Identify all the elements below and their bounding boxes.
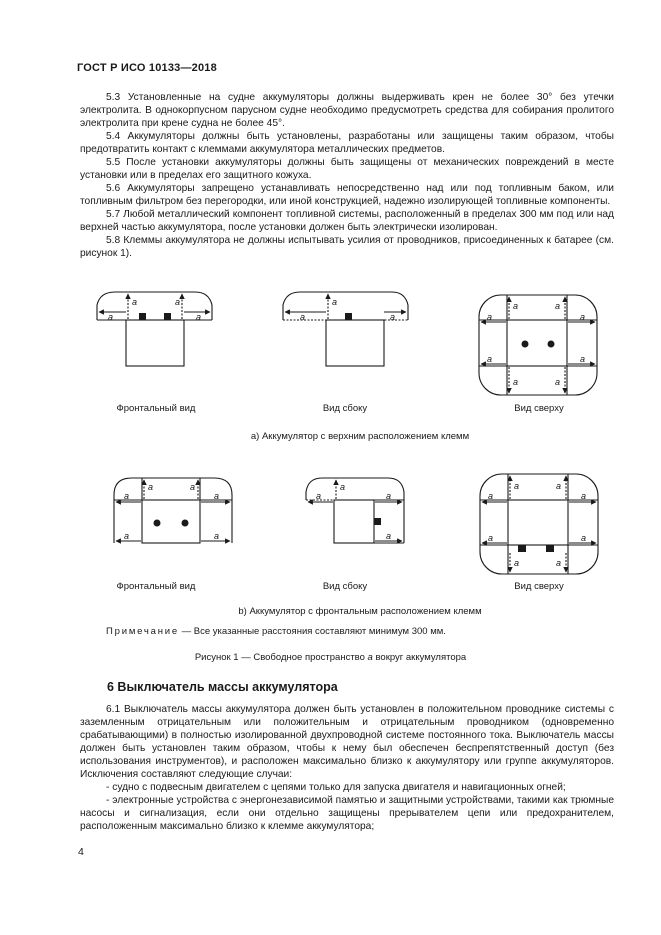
- dim-label: a: [332, 297, 338, 307]
- dim-label: a: [488, 491, 494, 501]
- dim-label: a: [513, 301, 519, 311]
- terminal-icon: [345, 313, 352, 320]
- dim-label: a: [513, 377, 519, 387]
- paragraph-5-8: 5.8 Клеммы аккумулятора не должны испытывать усилия от проводников, присоединенных к батарее (см. рисунок 1).: [80, 235, 614, 259]
- terminal-icon: [548, 341, 555, 348]
- view-label-front: Фронтальный вид: [116, 581, 196, 592]
- subfigure-caption-b: b) Аккумулятор с фронтальным расположением клемм: [238, 606, 482, 617]
- dim-label: a: [214, 531, 220, 541]
- dim-label: a: [555, 301, 561, 311]
- note-lead: Примечание: [106, 626, 179, 637]
- diagram-a-front-view: [97, 292, 212, 366]
- view-label-side: Вид сбоку: [322, 581, 368, 592]
- dim-label: a: [556, 481, 562, 491]
- paragraph-5-5: 5.5 После установки аккумуляторы должны быть защищены от механических повреждений в месте установки или в пределах его защитного кожуха.: [80, 157, 614, 181]
- dim-label: a: [316, 491, 322, 501]
- terminal-icon: [374, 518, 381, 525]
- dim-label: a: [124, 491, 130, 501]
- dim-label: a: [214, 491, 220, 501]
- dim-label: a: [487, 354, 493, 364]
- section-6-title: 6 Выключатель массы аккумулятора: [107, 680, 338, 694]
- caption-suffix: вокруг аккумулятора: [372, 652, 467, 663]
- dim-label: a: [555, 377, 561, 387]
- paragraph-5-6: 5.6 Аккумуляторы запрещено устанавливать непосредственно над или под топливным баком, или топливным фильтром без перегородки, или иной конструкцией, надежно изолирующей топливные компоненты.: [80, 183, 614, 207]
- dim-label: a: [300, 312, 306, 322]
- diagram-a-top-view: [479, 295, 597, 395]
- dim-label: a: [175, 297, 181, 307]
- list-item: - электронные устройства с энергонезависимой памятью и защитными устройствами, такими как трюмные насосы и сигнализация, если они отдельно защищены прерывателем цепи или предохранителем, расположенным максимально близко к клемме аккумулятора;: [80, 795, 614, 832]
- paragraph-6-1: 6.1 Выключатель массы аккумулятора должен быть установлен в положительном проводнике системы с заземленным отрицательным или положительным и отрицательным проводником (одновременно срабатывающими) в полностью изолированной двухпроводной системе постоянного тока. Выключатель массы должен быть установлен таким образом, чтобы к нему был обеспечен беспрепятственный доступ (без использования инструментов), и расположен максимально близко к аккумулятору или группе аккумуляторов. Исключения составляют следующие случаи:: [80, 704, 614, 780]
- terminal-icon: [164, 313, 171, 320]
- page-number: 4: [78, 846, 84, 858]
- view-label-top: Вид сверху: [514, 403, 564, 414]
- dim-label: a: [390, 312, 396, 322]
- dim-label: a: [386, 531, 392, 541]
- dim-label: a: [340, 482, 346, 492]
- dim-label: a: [514, 558, 520, 568]
- terminal-icon: [139, 313, 146, 320]
- dim-label: a: [488, 533, 494, 543]
- figure-1: [0, 280, 661, 620]
- note-text: — Все указанные расстояния составляют минимум 300 мм.: [179, 626, 446, 637]
- dim-label: a: [124, 531, 130, 541]
- figure-caption: [0, 652, 661, 663]
- figure-note: [106, 626, 446, 637]
- section-6-text: [80, 703, 614, 833]
- terminal-icon: [546, 545, 554, 552]
- dim-label: a: [108, 312, 114, 322]
- terminal-icon: [522, 341, 529, 348]
- diagram-a-side-view: [283, 292, 408, 366]
- subfigure-caption-a: a) Аккумулятор с верхним расположением клемм: [250, 431, 470, 442]
- dim-label: a: [556, 558, 562, 568]
- document-header: ГОСТ Р ИСО 10133—2018: [77, 62, 217, 74]
- dim-label: a: [487, 312, 493, 322]
- paragraph-5-3: 5.3 Установленные на судне аккумуляторы должны выдерживать крен не более 30° без утечки электролита. В однокорпусном парусном судне необходимо предусмотреть средства для собирания пролитого электролита при крене судна не более 45°.: [80, 92, 614, 129]
- dim-label: a: [190, 482, 196, 492]
- paragraph-5-4: 5.4 Аккумуляторы должны быть установлены, разработаны или защищены таким образом, чтобы предотвратить контакт с клеммами аккумулятора металлических предметов.: [80, 131, 614, 155]
- section-5-text: [80, 91, 614, 260]
- dim-label: a: [580, 354, 586, 364]
- dim-label: a: [514, 481, 520, 491]
- dim-label: a: [148, 482, 154, 492]
- dim-label: a: [580, 312, 586, 322]
- view-label-front: Фронтальный вид: [116, 403, 196, 414]
- dim-label: a: [132, 297, 138, 307]
- dim-label: a: [196, 312, 202, 322]
- dim-label: a: [581, 491, 587, 501]
- terminal-icon: [182, 520, 189, 527]
- view-label-top: Вид сверху: [514, 581, 564, 592]
- dim-label: a: [581, 533, 587, 543]
- caption-prefix: Рисунок 1 — Свободное пространство: [194, 652, 368, 663]
- terminal-icon: [518, 545, 526, 552]
- diagram-b-top-view: [480, 474, 598, 574]
- dim-label: a: [386, 491, 392, 501]
- view-label-side: Вид сбоку: [322, 403, 368, 414]
- list-item: - судно с подвесным двигателем с цепями только для запуска двигателя и навигационных огней;: [106, 782, 566, 793]
- caption-symbol: a: [367, 652, 373, 663]
- terminal-icon: [154, 520, 161, 527]
- paragraph-5-7: 5.7 Любой металлический компонент топливной системы, расположенный в пределах 300 мм под или над верхней частью аккумулятора, после установки должен быть электрически изолирован.: [80, 209, 614, 233]
